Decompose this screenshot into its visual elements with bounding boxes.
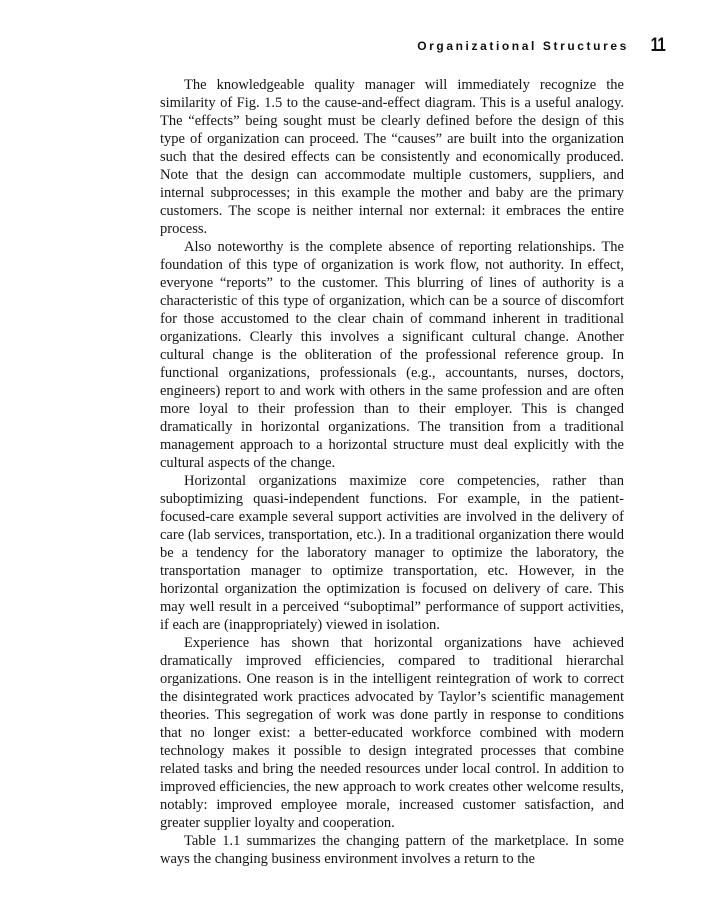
page-number: 11 — [650, 35, 665, 56]
running-header — [400, 36, 665, 56]
paragraph: Experience has shown that horizontal organizations have achieved dramatically improved efficiencies, compared to traditional hierarchal organizations. One reason is in the intelligent reintegration of work to correct the disintegrated work practices advocated by Taylor’s scientific management theories. This segregation of work was done partly in response to conditions that no longer exist: a better-educated workforce combined with modern technology makes it possible to design integrated processes that combine related tasks and bring the needed resources under local control. In addition to improved efficiencies, the new approach to work creates other welcome results, notably: improved employee morale, increased customer satisfaction, and greater supplier loyalty and cooperation. — [160, 635, 624, 831]
section-title: Organizational Structures — [417, 39, 629, 53]
body-text — [160, 76, 624, 868]
paragraph: Table 1.1 summarizes the changing pattern of the marketplace. In some ways the changing business environment involves a return to the — [160, 833, 624, 867]
paragraph: Horizontal organizations maximize core competencies, rather than suboptimizing quasi-independent functions. For example, in the patient-focused-care example several support activities are involved in the delivery of care (lab services, transportation, etc.). In a traditional organization there would be a tendency for the laboratory manager to optimize the laboratory, the transportation manager to optimize transportation, etc. However, in the horizontal organization the optimization is focused on delivery of care. This may well result in a perceived “suboptimal” performance of support activities, if each are (inappropriately) viewed in isolation. — [160, 473, 624, 633]
paragraph: The knowledgeable quality manager will immediately recognize the similarity of Fig. 1.5 to the cause-and-effect diagram. This is a useful analogy. The “effects” being sought must be clearly defined before the design of this type of organization can proceed. The “causes” are built into the organization such that the desired effects can be consistently and economically produced. Note that the design can accommodate multiple customers, suppliers, and internal subprocesses; in this example the mother and baby are the primary customers. The scope is neither internal nor external: it embraces the entire process. — [160, 77, 624, 237]
paragraph: Also noteworthy is the complete absence of reporting relationships. The foundation of this type of organization is work flow, not authority. In effect, everyone “reports” to the customer. This blurring of lines of authority is a characteristic of this type of organization, which can be a source of discomfort for those accustomed to the clear chain of command inherent in traditional organizations. Clearly this involves a significant cultural change. Another cultural change is the obliteration of the professional reference group. In functional organizations, professionals (e.g., accountants, nurses, doctors, engineers) report to and work with others in the same profession and are often more loyal to their profession than to their employer. This is changed dramatically in horizontal organizations. The transition from a traditional management approach to a horizontal structure must deal explicitly with the cultural aspects of the change. — [160, 239, 624, 471]
